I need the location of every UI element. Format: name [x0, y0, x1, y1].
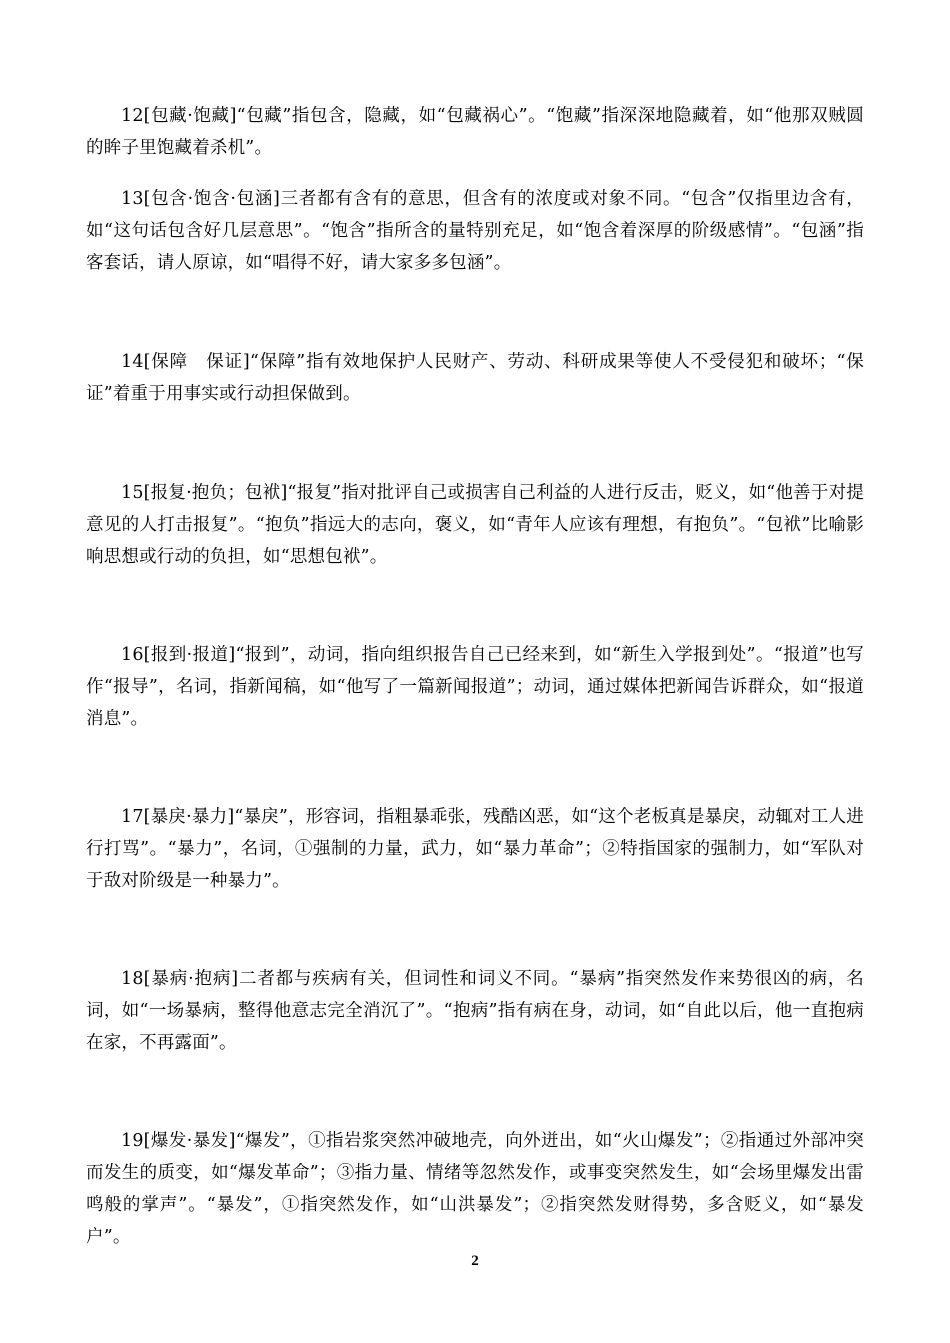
entry-17: 17[暴戾·暴力]“暴戾”，形容词，指粗暴乖张，残酷凶恶，如“这个老板真是暴戾，动辄对工人进行打骂”。“暴力”，名词，①强制的力量，武力，如“暴力革命”；②特指国家的强制力，如“军队对于敌对阶级是一种暴力”。: [86, 807, 864, 891]
entry-19: 19[爆发·暴发]“爆发”，①指岩浆突然冲破地壳，向外迸出，如“火山爆发”；②指通过外部冲突而发生的质变，如“爆发革命”；③指力量、情绪等忽然发作，或事变突然发生，如“会场里爆发出雷鸣般的掌声”。“暴发”，①指突然发作，如“山洪暴发”；②指突然发财得势，多含贬义，如“暴发户”。: [86, 1131, 865, 1247]
entry-13: 13[包含·饱含·包涵]三者都有含有的意思，但含有的浓度或对象不同。“包含”仅指里边含有，如“这句话包含好几层意思”。“饱含”指所含的量特别充足，如“饱含着深厚的阶级感情”。“包涵”指客套话，请人原谅，如“唱得不好，请大家多多包涵”。: [86, 189, 864, 273]
entry-18: 18[暴病·抱病]二者都与疾病有关，但词性和词义不同。“暴病”指突然发作来势很凶的病，名词，如“一场暴病，整得他意志完全消沉了”。“抱病”指有病在身，动词，如“自此以后，他一直抱病在家，不再露面”。: [86, 969, 864, 1053]
entry-16: 16[报到·报道]“报到”，动词，指向组织报告自己已经来到，如“新生入学报到处”。“报道”也写作“报导”，名词，指新闻稿，如“他写了一篇新闻报道”；动词，通过媒体把新闻告诉群众，如“报道消息”。: [86, 645, 864, 729]
page-number: 2: [471, 1253, 479, 1269]
entry-15: 15[报复·抱负；包袱]“报复”指对批评自己或损害自己利益的人进行反击，贬义，如“他善于对提意见的人打击报复”。“抱负”指远大的志向，褒义，如“青年人应该有理想，有抱负”。“包袱”比喻影响思想或行动的负担，如“思想包袱”。: [86, 483, 864, 567]
entry-14: 14[保障 保证]“保障”指有效地保护人民财产、劳动、科研成果等使人不受侵犯和破坏；“保证”着重于用事实或行动担保做到。: [86, 352, 864, 404]
entry-12: 12[包藏·饱藏]“包藏”指包含，隐藏，如“包藏祸心”。“饱藏”指深深地隐藏着，如“他那双贼圆的眸子里饱藏着杀机”。: [86, 106, 864, 158]
